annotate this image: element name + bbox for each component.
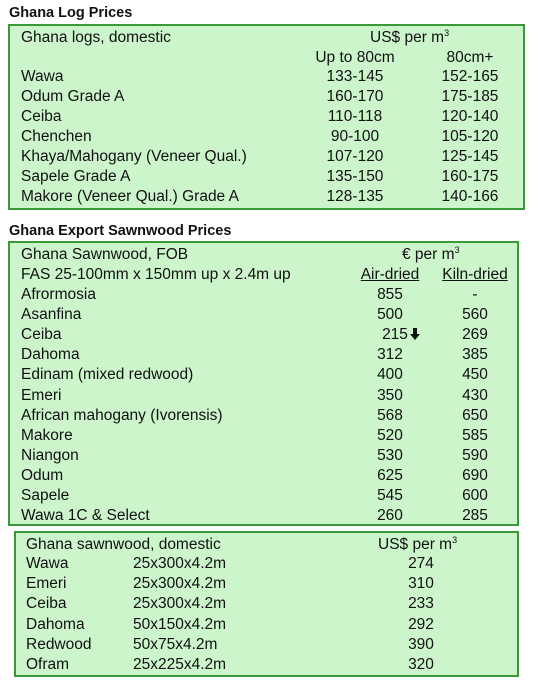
log-unit-header: US$ per $m^3$: [370, 28, 450, 46]
export-row-price-air-dried: [355, 387, 425, 405]
export-table-label: Ghana Sawnwood, FOB: [21, 246, 189, 263]
export-row-price-air-dried-value: 350: [377, 386, 403, 404]
log-row-price-80cm-plus: 125-145: [441, 148, 499, 165]
down-arrow-icon: [410, 328, 420, 340]
export-row-price-kiln-dried: -: [472, 286, 478, 303]
log-row-price-80cm-plus: 140-166: [441, 188, 499, 205]
domestic-row-price: 292: [408, 615, 434, 633]
log-row-price-up-to-80cm: 128-135: [326, 188, 384, 205]
export-row-price-air-dried-value: 530: [377, 446, 403, 464]
export-row-price-air-dried: [355, 346, 425, 364]
export-row-price-air-dried-value: 500: [377, 306, 403, 324]
domestic-row-size: 25x300x4.2m: [133, 595, 227, 613]
export-row-price-air-dried: [355, 427, 425, 445]
export-row-species: Sapele: [21, 487, 70, 504]
export-row-species: Afrormosia: [21, 286, 96, 303]
export-row-species: Makore: [21, 426, 73, 444]
domestic-row-size: 25x300x4.2m: [133, 555, 227, 572]
export-row-price-air-dried: [355, 286, 425, 304]
export-row-price-kiln-dried: 560: [462, 306, 488, 324]
export-row-species: Ceiba: [21, 326, 62, 344]
export-row-price-air-dried: [355, 306, 425, 324]
export-row-species: Emeri: [21, 386, 62, 404]
export-row-price-kiln-dried: 385: [462, 346, 488, 364]
domestic-row-price: 390: [408, 635, 434, 653]
domestic-row-price: 274: [408, 555, 434, 572]
domestic-row-species: Dahoma: [26, 615, 85, 633]
export-row-price-kiln-dried: 450: [462, 366, 488, 384]
log-row-price-up-to-80cm: 110-118: [327, 108, 383, 125]
export-sawnwood-table: [8, 241, 519, 526]
log-row-price-80cm-plus: 105-120: [441, 128, 499, 145]
export-row-price-air-dried-value: 568: [377, 406, 403, 424]
export-row-price-kiln-dried: 585: [462, 426, 488, 444]
export-row-price-air-dried-value: 312: [377, 346, 403, 364]
log-row-species: Sapele Grade A: [21, 168, 131, 185]
domestic-row-species: Emeri: [26, 575, 67, 593]
log-row-species: Makore (Veneer Qual.) Grade A: [21, 188, 239, 205]
export-row-species: Edinam (mixed redwood): [21, 366, 194, 384]
log-row-price-up-to-80cm: 160-170: [326, 88, 384, 105]
log-row-price-80cm-plus: 175-185: [441, 88, 499, 105]
export-row-price-kiln-dried: 430: [462, 386, 488, 404]
domestic-row-price: 320: [408, 656, 434, 673]
export-row-price-kiln-dried: 650: [462, 406, 488, 424]
log-row-price-80cm-plus: 152-165: [441, 68, 499, 85]
export-col-header-kiln-dried: Kiln-dried: [442, 266, 508, 283]
domestic-row-species: Ceiba: [26, 595, 67, 613]
log-table-label: Ghana logs, domestic: [21, 29, 171, 46]
export-row-price-air-dried-value: 545: [377, 487, 403, 504]
domestic-table-label: Ghana sawnwood, domestic: [26, 536, 221, 553]
export-row-species: Odum: [21, 466, 64, 484]
log-prices-table: [8, 24, 525, 210]
log-row-species: Odum Grade A: [21, 88, 125, 105]
log-col-header-80cm-plus: 80cm+: [446, 49, 494, 66]
log-row-species: Ceiba: [21, 108, 62, 125]
log-prices-heading: Ghana Log Prices: [9, 5, 133, 21]
export-unit-header: € per $m^3$: [402, 245, 460, 263]
export-row-price-air-dried-value: 625: [377, 466, 403, 484]
domestic-row-size: 50x150x4.2m: [133, 615, 227, 633]
export-sawnwood-heading: Ghana Export Sawnwood Prices: [9, 223, 232, 239]
log-row-price-up-to-80cm: 135-150: [326, 168, 384, 185]
log-row-price-up-to-80cm: 107-120: [326, 148, 384, 165]
export-row-price-air-dried: [355, 447, 425, 465]
log-col-header-up-to-80cm: Up to 80cm: [315, 49, 395, 66]
log-row-species: Wawa: [21, 68, 64, 85]
export-row-price-air-dried: [355, 407, 425, 425]
export-row-price-air-dried: [355, 507, 425, 525]
domestic-row-species: Wawa: [26, 555, 69, 572]
export-row-species: Asanfina: [21, 306, 82, 324]
log-row-price-80cm-plus: 120-140: [441, 108, 499, 125]
export-row-price-air-dried-value: 855: [377, 286, 403, 303]
export-row-price-air-dried-value: 400: [377, 366, 403, 384]
domestic-row-size: 50x75x4.2m: [133, 635, 218, 653]
export-row-price-kiln-dried: 285: [462, 507, 488, 525]
domestic-sawnwood-table: [14, 531, 519, 677]
log-row-price-up-to-80cm: 90-100: [330, 128, 380, 145]
domestic-row-species: Redwood: [26, 635, 92, 653]
export-row-species: Niangon: [21, 446, 79, 464]
domestic-row-price: 233: [408, 595, 434, 613]
export-row-price-air-dried-value: 260: [377, 507, 403, 525]
export-row-price-air-dried: [355, 366, 425, 384]
export-row-species: Wawa 1C & Select: [21, 507, 150, 525]
domestic-unit-header: US$ per $m^3$: [378, 535, 458, 553]
domestic-row-species: Ofram: [26, 656, 70, 673]
export-row-price-air-dried: [355, 467, 425, 485]
export-row-price-kiln-dried: 590: [462, 446, 488, 464]
export-row-price-air-dried-value: 520: [377, 426, 403, 444]
export-row-price-kiln-dried: 269: [462, 326, 488, 344]
domestic-row-price: 310: [408, 575, 434, 593]
export-row-price-air-dried: [366, 326, 436, 344]
log-row-species: Chenchen: [21, 128, 92, 145]
export-col-header-air-dried: Air-dried: [360, 266, 420, 283]
export-row-species: African mahogany (Ivorensis): [21, 406, 223, 424]
export-row-price-kiln-dried: 690: [462, 466, 488, 484]
export-row-price-air-dried-value: 215: [382, 326, 408, 344]
log-row-price-80cm-plus: 160-175: [441, 168, 499, 185]
domestic-row-size: 25x225x4.2m: [133, 656, 227, 673]
export-row-species: Dahoma: [21, 346, 80, 364]
export-spec: FAS 25-100mm x 150mm up x 2.4m up: [21, 266, 291, 283]
export-row-price-kiln-dried: 600: [462, 487, 488, 504]
log-row-species: Khaya/Mahogany (Veneer Qual.): [21, 148, 247, 165]
domestic-row-size: 25x300x4.2m: [133, 575, 227, 593]
export-row-price-air-dried: [355, 487, 425, 505]
log-row-price-up-to-80cm: 133-145: [326, 68, 384, 85]
